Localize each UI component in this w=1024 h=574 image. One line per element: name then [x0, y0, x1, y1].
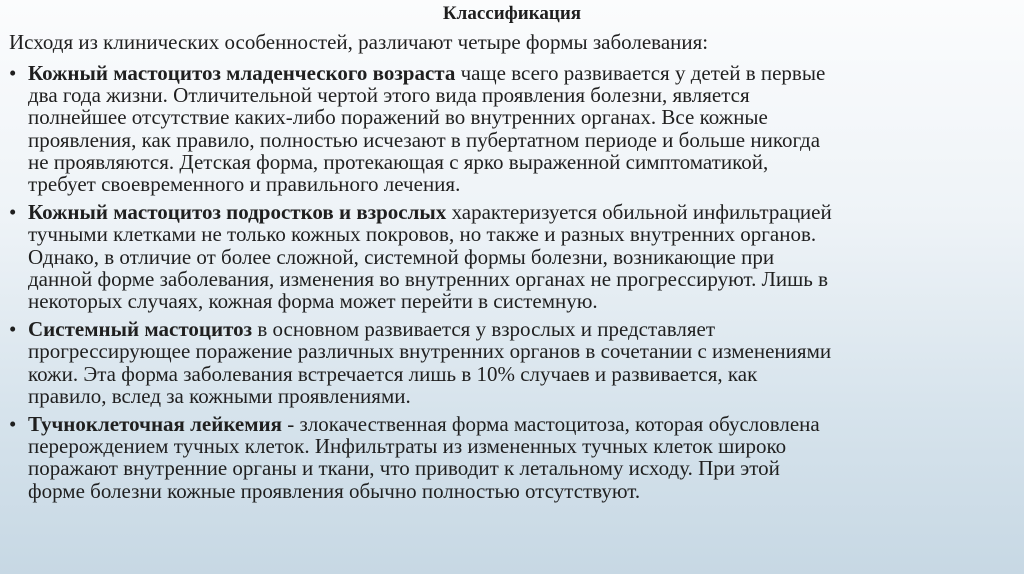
item-first-line: [28, 201, 1015, 223]
item-first-line: [28, 62, 1015, 84]
item-line: два года жизни. Отличительной чертой этого вида проявления болезни, является: [28, 83, 750, 108]
item-line: некоторых случаях, кожная форма может перейти в системную.: [28, 289, 598, 314]
item-line: прогрессирующее поражение различных внутренних органов в сочетании с изменениями: [28, 339, 832, 364]
item-line: требует своевременного и правильного лечения.: [28, 172, 461, 197]
item-first-line-rest: чаще всего развивается у детей в первые: [455, 61, 826, 85]
item-first-line-rest: - злокачественная форма мастоцитоза, которая обусловлена: [282, 412, 820, 437]
item-first-line-rest: характеризуется обильной инфильтрацией: [446, 200, 832, 225]
item-term: Кожный мастоцитоз подростков и взрослых: [28, 200, 447, 225]
item-line: полнейшее отсутствие каких-либо поражений во внутренних органах. Все кожные: [28, 105, 768, 130]
bullet-icon: •: [9, 61, 17, 85]
item-line: Однако, в отличие от более сложной, системной формы болезни, возникающие при: [28, 244, 775, 269]
bullet-icon: •: [9, 317, 17, 342]
item-first-line: [28, 318, 1015, 340]
item-term: Кожный мастоцитоз младенческого возраста: [28, 61, 456, 85]
item-line: кожи. Эта форма заболевания встречается лишь в 10% случаев и развивается, как: [28, 361, 758, 386]
slide-title: Классификация: [442, 3, 582, 24]
item-line: поражают внутренние органы и ткани, что приводит к летальному исходу. При этой: [28, 456, 780, 481]
classification-list: [9, 62, 1015, 508]
item-first-line-rest: в основном развивается у взрослых и представляет: [252, 317, 716, 342]
item-line: перерождением тучных клеток. Инфильтраты из измененных тучных клеток широко: [28, 434, 787, 459]
item-line: проявления, как правило, полностью исчезают в пубертатном периоде и больше никогда: [28, 127, 821, 152]
intro-text: Исходя из клинических особенностей, различают четыре формы заболевания:: [9, 30, 709, 54]
item-term: Системный мастоцитоз: [28, 317, 253, 342]
item-line: правило, вслед за кожными проявлениями.: [28, 383, 411, 408]
list-item-mast-cell-leukemia: [9, 413, 1015, 502]
item-term: Тучноклеточная лейкемия: [28, 412, 283, 437]
list-item-systemic-mastocytosis: [9, 318, 1015, 407]
item-first-line: [28, 413, 1015, 435]
list-item-adult-mastocytosis: [9, 201, 1015, 312]
item-line: не проявляются. Детская форма, протекающая с ярко выраженной симптоматикой,: [28, 149, 769, 174]
item-line: тучными клетками не только кожных покровов, но также и разных внутренних органов.: [28, 222, 817, 247]
bullet-icon: •: [9, 200, 17, 225]
item-line: форме болезни кожные проявления обычно полностью отсутствуют.: [28, 478, 641, 503]
item-line: данной форме заболевания, изменения во внутренних органах не прогрессируют. Лишь в: [28, 266, 828, 291]
bullet-icon: •: [9, 412, 17, 437]
list-item-infant-mastocytosis: [9, 62, 1015, 195]
